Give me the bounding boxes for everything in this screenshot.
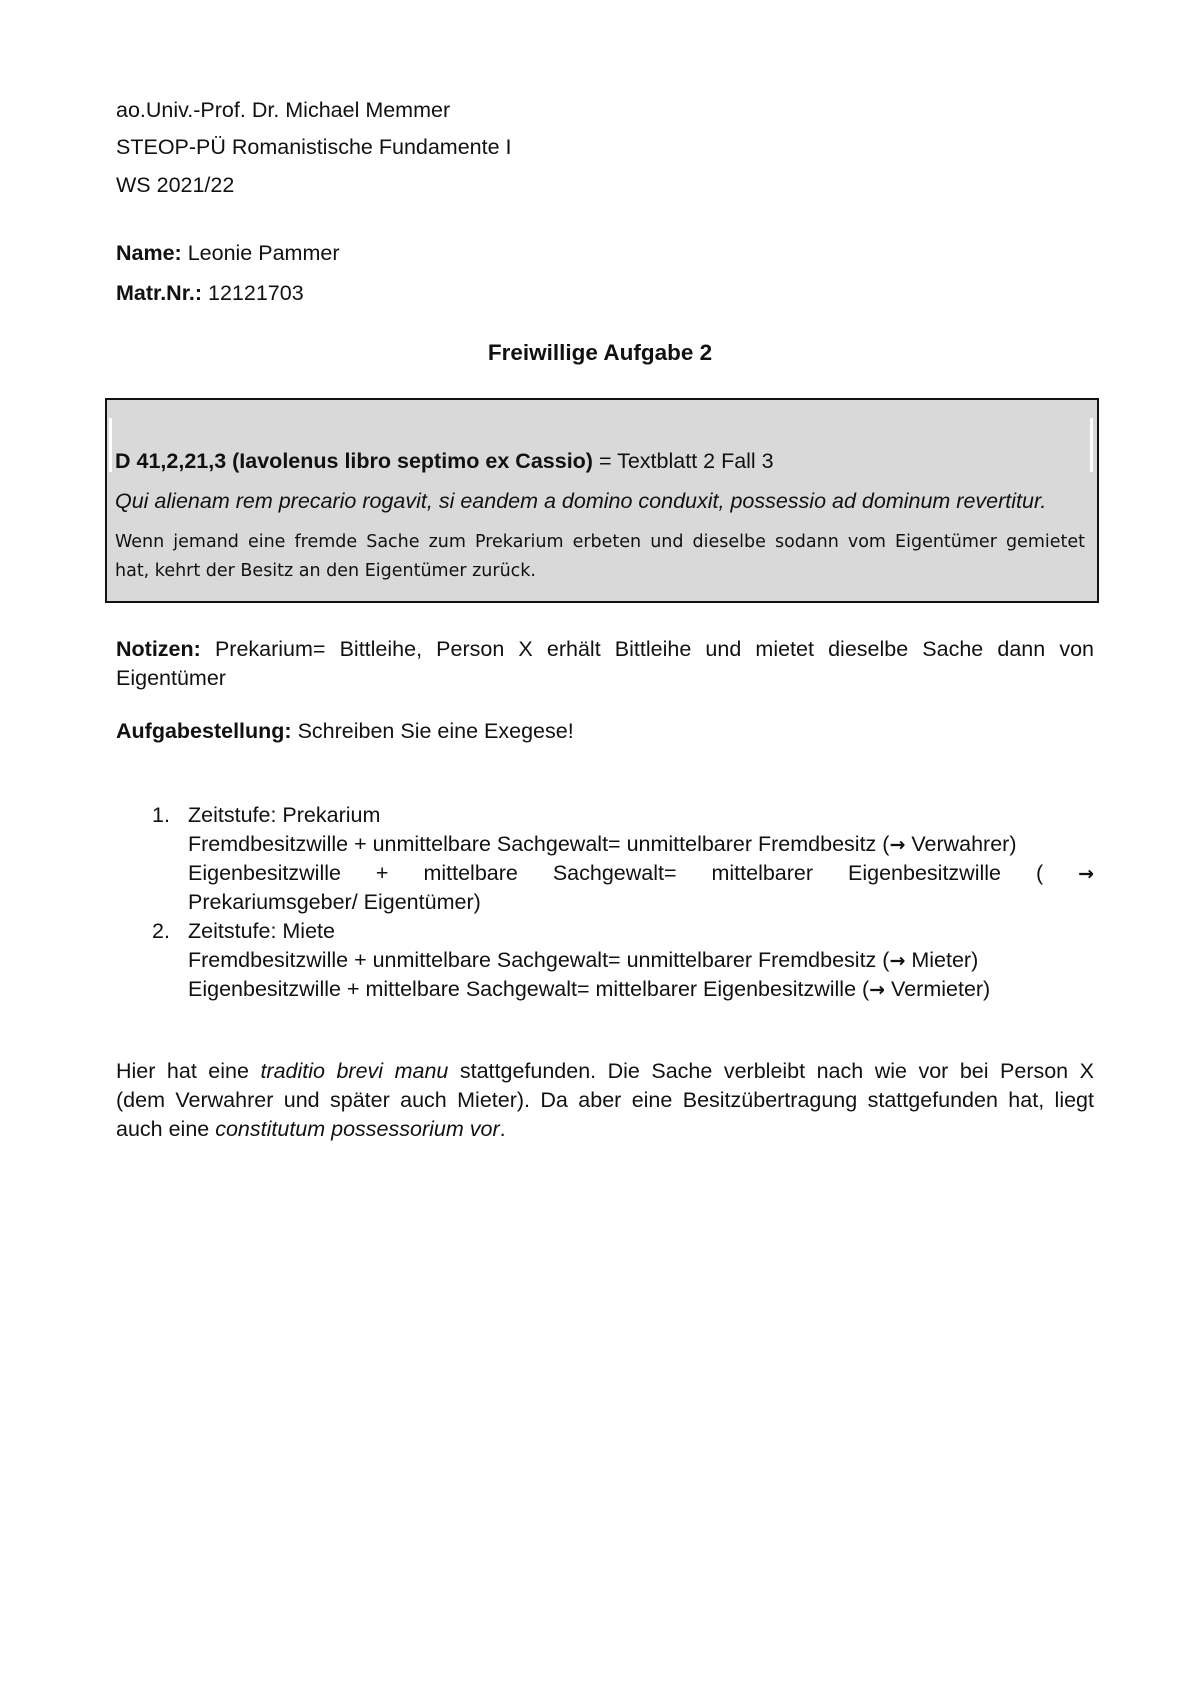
notes-line-2: Eigentümer [116, 666, 226, 690]
course-line: STEOP-PÜ Romanistische Fundamente I [116, 135, 512, 159]
task-label: Aufgabestellung: [116, 719, 292, 743]
arrow-icon: → [869, 979, 886, 1001]
conclusion-line-1 [116, 1059, 1094, 1084]
conclusion-line-2: (dem Verwahrer und später auch Mieter). Da aber eine Besitzübertragung stattgefunden hat, liegt [116, 1088, 1094, 1112]
list-item-2-line-2-text: Eigenbesitzwille + mittelbare Sachgewalt= mittelbarer Eigenbesitzwille ( [188, 977, 870, 1001]
notes-text-1: Prekarium= Bittleihe, Person X erhält Bittleihe und mietet dieselbe Sache dann von [214, 637, 1095, 661]
citation: D 41,2,21,3 (Iavolenus libro septimo ex Cassio) [115, 449, 593, 473]
matr-value: 12121703 [208, 281, 304, 305]
list-item-1-line-1 [188, 832, 1016, 857]
professor-line: ao.Univ.-Prof. Dr. Michael Memmer [116, 98, 451, 122]
conclusion-l1-a: Hier hat eine [116, 1059, 261, 1083]
notes-line-1 [116, 637, 1094, 662]
task-text: Schreiben Sie eine Exegese! [297, 719, 574, 743]
name-label: Name: [116, 241, 182, 265]
conclusion-l3-c: . [499, 1117, 506, 1141]
citation-line [115, 449, 1085, 474]
list-item-1-line-3: Prekariumsgeber/ Eigentümer) [188, 890, 481, 914]
arrow-icon: → [1078, 863, 1094, 885]
list-item-1-heading: Zeitstufe: Prekarium [188, 803, 381, 827]
list-item-2-line-1 [188, 948, 978, 973]
latin-text: Qui alienam rem precario rogavit, si eandem a domino conduxit, possessio ad dominum revertitur. [115, 489, 1047, 513]
list-item-1-line-1-text: Fremdbesitzwille + unmittelbare Sachgewalt= unmittelbarer Fremdbesitz ( [188, 832, 890, 856]
list-item-1-line-1-end: Verwahrer) [905, 832, 1017, 856]
conclusion-l1-italic: traditio brevi manu [260, 1059, 449, 1083]
list-item-2-line-1-text: Fremdbesitzwille + unmittelbare Sachgewalt= unmittelbarer Fremdbesitz ( [188, 948, 890, 972]
semester-line: WS 2021/22 [116, 173, 235, 197]
conclusion-l3-italic: constitutum possessorium vor [215, 1117, 500, 1141]
arrow-icon: → [889, 950, 906, 972]
notes-paragraph [116, 637, 1094, 691]
list-item-1-line-2-text: Eigenbesitzwille + mittelbare Sachgewalt= mittelbarer Eigenbesitzwille ( [188, 861, 1044, 885]
citation-suffix: = Textblatt 2 Fall 3 [598, 449, 774, 473]
conclusion-paragraph [116, 1059, 1094, 1142]
list-item-2-line-2-end: Vermieter) [885, 977, 991, 1001]
name-value: Leonie Pammer [187, 241, 340, 265]
box-left-marker [109, 418, 112, 472]
source-text-box [105, 398, 1099, 603]
list-item-1-line-2 [188, 861, 1094, 886]
german-translation-line-1: Wenn jemand eine fremde Sache zum Prekarium erbeten und dieselbe sodann vom Eigentümer gemietet [115, 532, 1085, 552]
conclusion-l3-a: auch eine [116, 1117, 216, 1141]
list-number-2: 2. [152, 919, 170, 943]
list-number-1: 1. [152, 803, 170, 827]
german-translation-line-2: hat, kehrt der Besitz an den Eigentümer zurück. [115, 561, 536, 581]
list-item-2-line-1-end: Mieter) [905, 948, 979, 972]
conclusion-line-3 [116, 1117, 1094, 1142]
list-item-2-line-2 [188, 977, 990, 1002]
list-item-1-line-2-justify [188, 861, 1094, 886]
matr-label: Matr.Nr.: [116, 281, 203, 305]
page-title: Freiwillige Aufgabe 2 [487, 340, 713, 365]
arrow-icon: → [889, 834, 906, 856]
student-name-row [116, 240, 339, 266]
list-item-2-heading: Zeitstufe: Miete [188, 919, 335, 943]
box-right-marker [1090, 418, 1093, 472]
notes-label: Notizen: [116, 637, 201, 661]
conclusion-l1-c: stattgefunden. Die Sache verbleibt nach wie vor bei Person X [448, 1059, 1094, 1083]
task-line [116, 719, 574, 744]
matriculation-row [116, 280, 304, 306]
